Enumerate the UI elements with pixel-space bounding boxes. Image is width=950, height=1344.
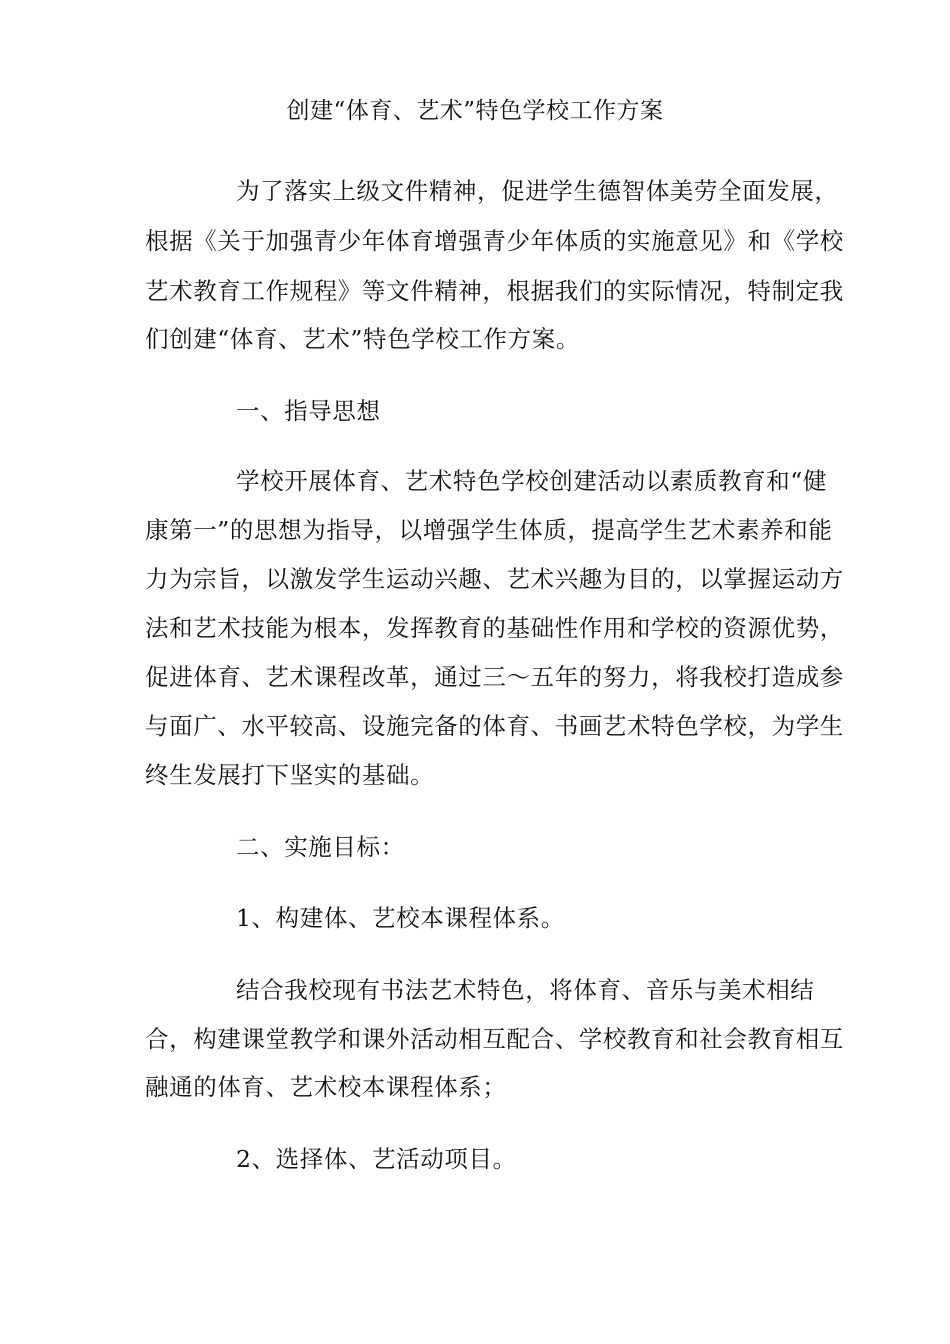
- item1-line-3: 融通的体育、艺术校本课程体系；: [145, 1073, 507, 1101]
- section1-heading: 一、指导思想: [236, 397, 381, 425]
- section1-line-2: 康第一”的思想为指导，以增强学生体质，提高学生艺术素养和能: [145, 516, 833, 544]
- section1-line-5: 促进体育、艺术课程改革，通过三～五年的努力，将我校打造成参: [145, 663, 844, 691]
- section1-line-6: 与面广、水平较高、设施完备的体育、书画艺术特色学校，为学生: [145, 712, 844, 740]
- section1-line-4: 法和艺术技能为根本，发挥教育的基础性作用和学校的资源优势，: [145, 614, 844, 642]
- intro-line-4: 们创建“体育、艺术”特色学校工作方案。: [145, 325, 580, 353]
- document-title: 创建“体育、艺术”特色学校工作方案: [286, 98, 664, 124]
- intro-line-3: 艺术教育工作规程》等文件精神，根据我们的实际情况，特制定我: [145, 277, 844, 305]
- intro-line-1: 为了落实上级文件精神，促进学生德智体美劳全面发展，: [236, 177, 839, 205]
- section1-line-3: 力为宗旨，以激发学生运动兴趣、艺术兴趣为目的，以掌握运动方: [145, 565, 844, 593]
- item1-line-1: 结合我校现有书法艺术特色，将体育、音乐与美术相结: [236, 976, 815, 1004]
- section2-heading: 二、实施目标：: [236, 833, 405, 861]
- item1-heading: 1、构建体、艺校本课程体系。: [236, 904, 565, 932]
- section1-line-7: 终生发展打下坚实的基础。: [145, 761, 435, 789]
- intro-line-2: 根据《关于加强青少年体育增强青少年体质的实施意见》和《学校: [145, 227, 844, 255]
- item2-heading: 2、选择体、艺活动项目。: [236, 1145, 517, 1173]
- item1-line-2: 合，构建课堂教学和课外活动相互配合、学校教育和社会教育相互: [145, 1025, 844, 1053]
- section1-line-1: 学校开展体育、艺术特色学校创建活动以素质教育和“健: [236, 467, 828, 495]
